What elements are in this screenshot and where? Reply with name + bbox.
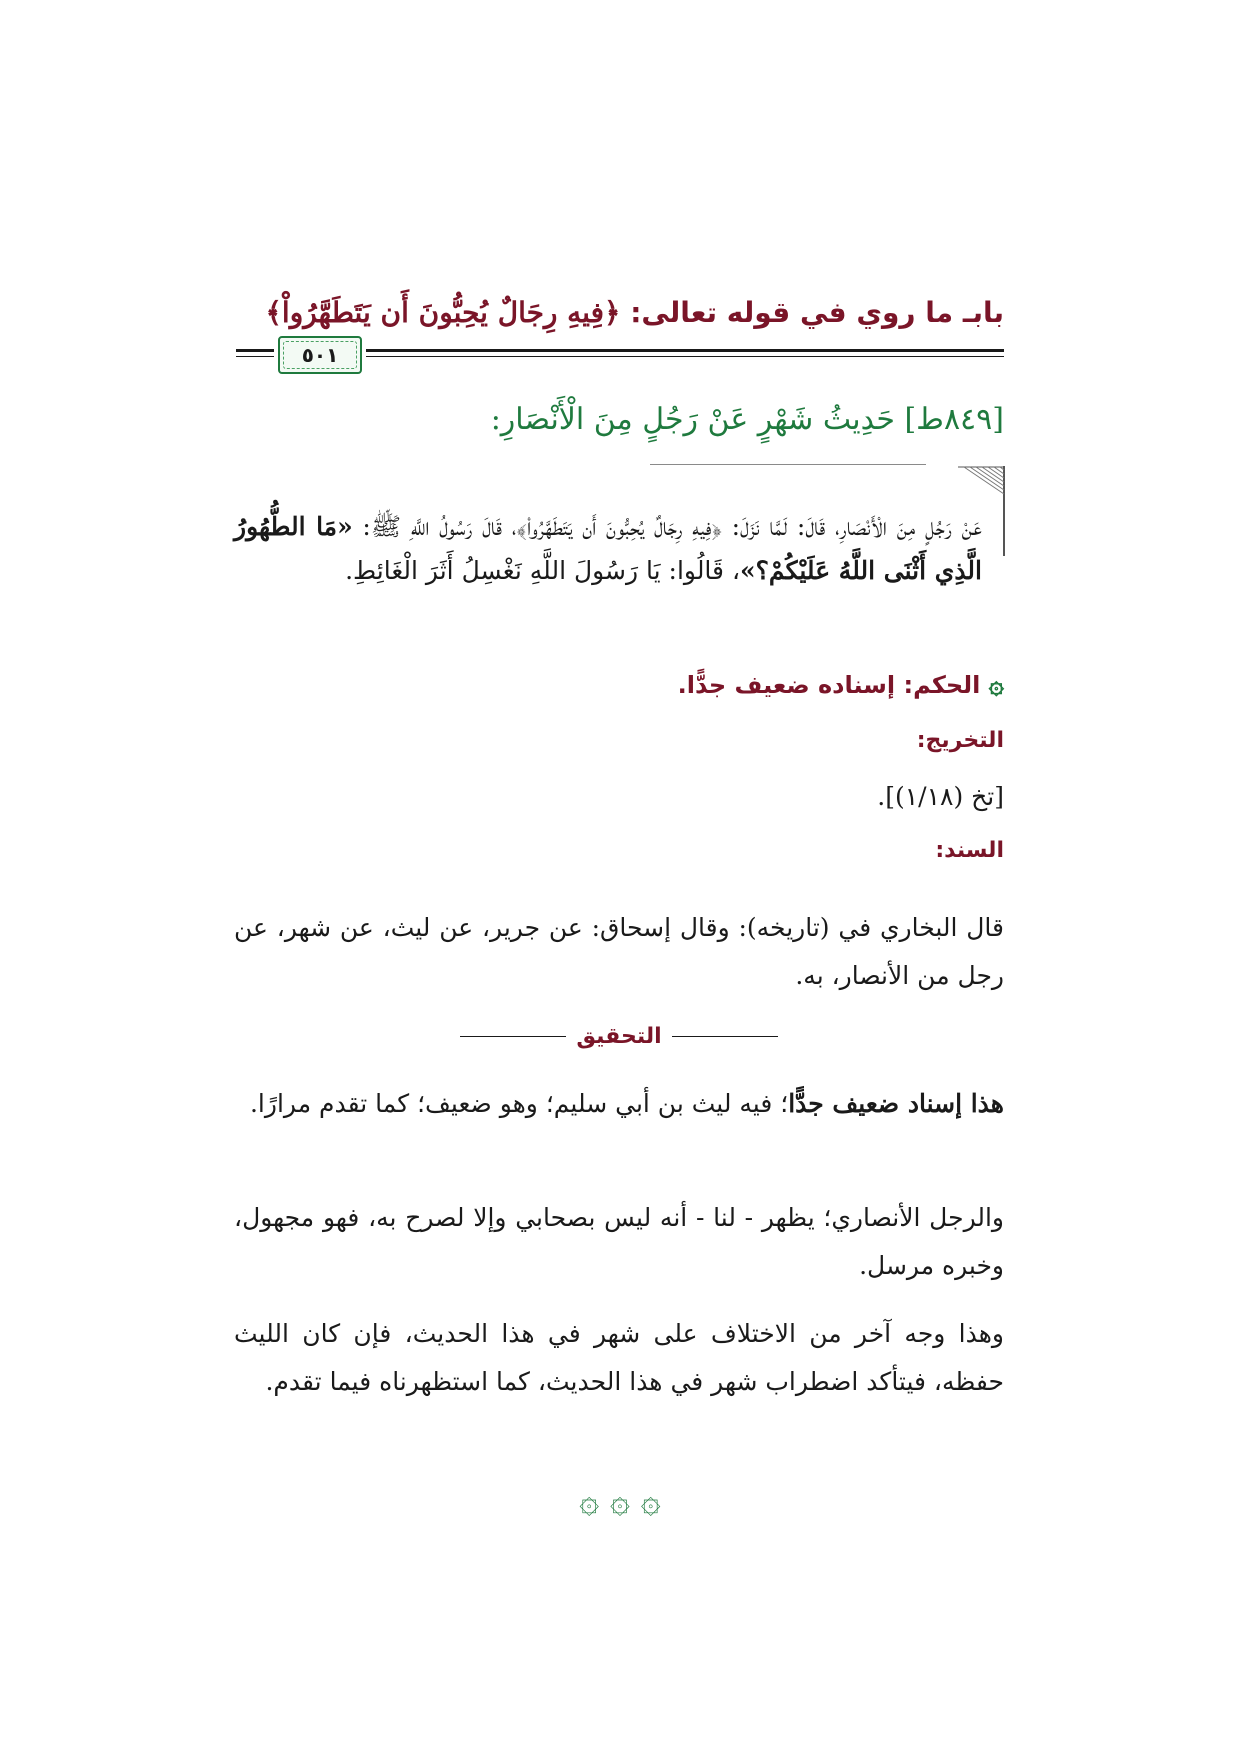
title-underline — [650, 464, 926, 465]
header-rule-left-thin — [236, 356, 274, 357]
narration-part2: ، قَالُوا: يَا رَسُولَ اللَّهِ نَغْسِلُ أَثَرَ الْغَائِطِ. — [345, 556, 741, 585]
chapter-prefix: بابـ ما روي في قوله تعالى: — [630, 296, 1004, 329]
tahqiq-paragraph-2: والرجل الأنصاري؛ يظهر - لنا - أنه ليس بصحابي وإلا لصرح به، فهو مجهول، وخبره مرسل. — [234, 1203, 1004, 1280]
ruling-label: الحكم: — [903, 671, 981, 699]
header-rule-thin — [366, 356, 1004, 357]
tahqiq-divider — [460, 1020, 778, 1052]
sanad-text: قال البخاري في (تاريخه): وقال إسحاق: عن جرير، عن ليث، عن شهر، عن رجل من الأنصار، به. — [234, 913, 1004, 990]
tahqiq-p1-rest: ؛ فيه ليث بن أبي سليم؛ وهو ضعيف؛ كما تقدم مرارًا. — [249, 1089, 789, 1118]
tahqiq-paragraph-3: وهذا وجه آخر من الاختلاف على شهر في هذا الحديث، فإن كان الليث حفظه، فيتأكد اضطراب شهر في هذا الحديث، كما استظهرناه فيما تقدم. — [234, 1319, 1004, 1396]
takhrij-reference: [تخ (١/١٨)]. — [877, 782, 1004, 811]
sanad-label: السند: — [935, 838, 1004, 863]
end-ornament-icon: ۞ ۞ ۞ — [579, 1481, 661, 1521]
hadith-title: [٨٤٩ط] حَدِيثُ شَهْرٍ عَنْ رَجُلٍ مِنَ الْأَنْصَارِ: — [490, 402, 1004, 437]
narration-part1: عَنْ رَجُلٍ مِنَ الْأَنْصَارِ، قَالَ: لَمَّا نَزَلَ: ﴿فِيهِ رِجَالٌ يُحِبُّونَ أَن يَتَطَهَّرُواْ﴾، قَالَ رَسُولُ اللَّهِ ﷺ: — [352, 512, 982, 541]
tahqiq-verdict: هذا إسناد ضعيف جدًّا — [788, 1089, 1004, 1118]
ruling-text: إسناده ضعيف جدًّا. — [677, 671, 896, 699]
ruling-line — [304, 670, 1004, 700]
tahqiq-heading: التحقيق — [576, 1023, 662, 1049]
chapter-header — [265, 296, 1004, 329]
takhrij-label: التخريج: — [916, 728, 1004, 753]
flower-ornament-icon: ۞ — [988, 670, 1004, 700]
tahqiq-paragraph-1 — [234, 1080, 1004, 1128]
hadith-narration — [234, 505, 982, 593]
narration-prophet-quote: «مَا الطُّهُورُ الَّذِي أَثْنَى اللَّهُ عَلَيْكُمْ؟» — [234, 512, 982, 585]
chapter-quran-verse: ﴿فِيهِ رِجَالٌ يُحِبُّونَ أَن يَتَطَهَّرُواْ﴾ — [265, 296, 621, 329]
header-rule — [366, 349, 1004, 352]
page-number: ٥٠١ — [301, 343, 339, 367]
header-rule-left — [236, 349, 274, 352]
page-number-badge — [278, 336, 362, 374]
